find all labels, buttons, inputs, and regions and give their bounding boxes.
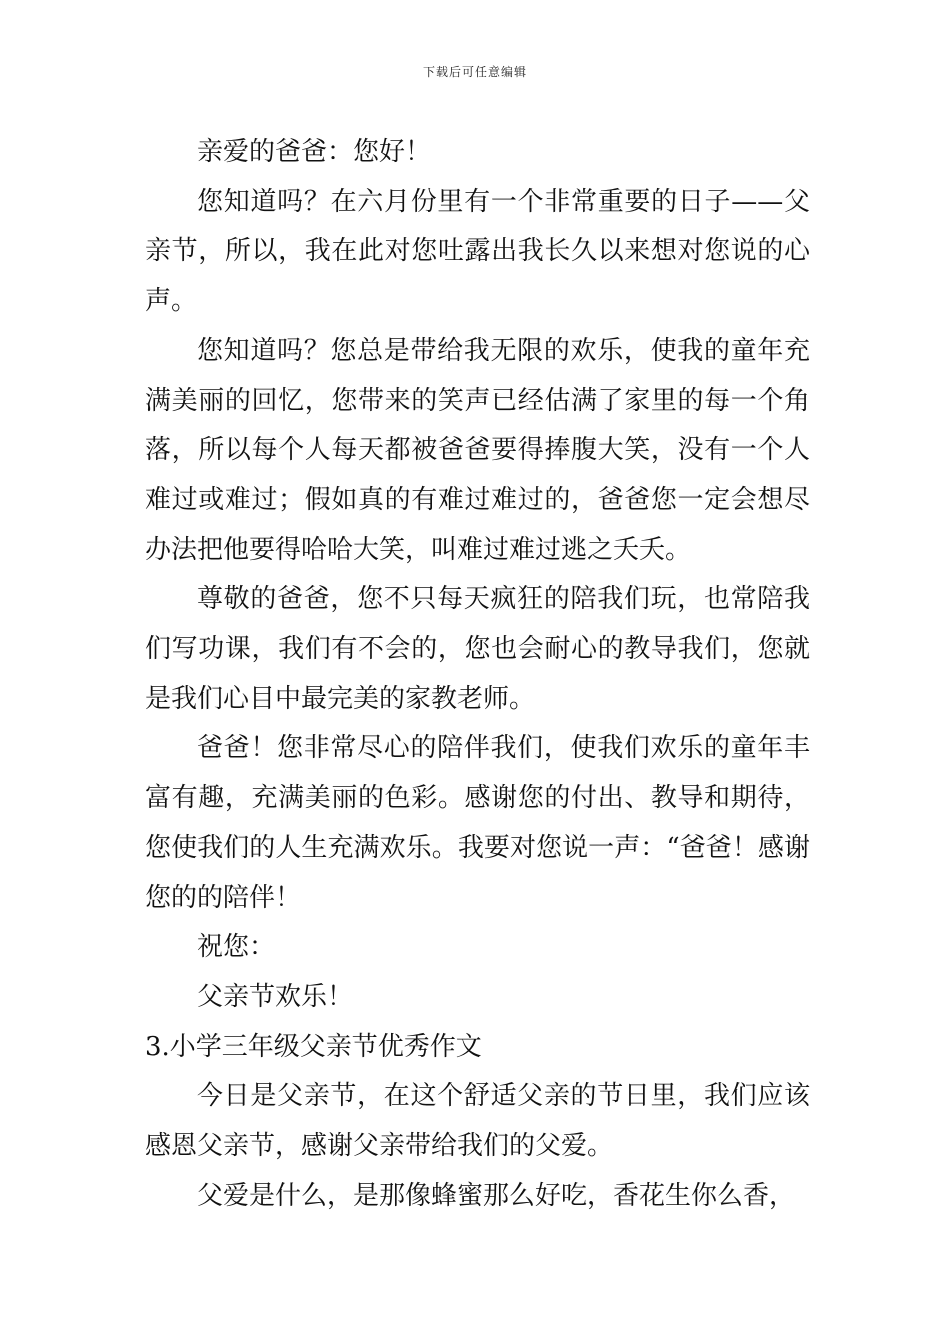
essay-title: 3.小学三年级父亲节优秀作文 xyxy=(145,1031,482,1062)
letter-wish: 父亲节欢乐！ xyxy=(197,981,354,1012)
document-body xyxy=(145,128,810,1221)
letter-closing: 祝您： xyxy=(197,932,276,963)
essay-paragraph-1: 今日是父亲节，在这个舒适父亲的节日里，我们应该感恩父亲节，感谢父亲带给我们的父爱。 xyxy=(145,1081,810,1162)
letter-paragraph-3: 尊敬的爸爸，您不只每天疯狂的陪我们玩，也常陪我们写功课，我们有不会的，您也会耐心的教导我们，您就是我们心目中最完美的家教老师。 xyxy=(145,584,810,714)
page-header-note: 下载后可任意编辑 xyxy=(422,65,527,79)
letter-paragraph-2: 您知道吗？您总是带给我无限的欢乐，使我的童年充满美丽的回忆，您带来的笑声已经估满了家里的每一个角落，所以每个人每天都被爸爸要得捧腹大笑，没有一个人难过或难过；假如真的有难过难过的，爸爸您一定会想尽办法把他要得哈哈大笑，叫难过难过逃之夭夭。 xyxy=(145,335,810,565)
letter-greeting: 亲爱的爸爸：您好！ xyxy=(197,137,432,167)
letter-paragraph-4: 爸爸！您非常尽心的陪伴我们，使我们欢乐的童年丰富有趣，充满美丽的色彩。感谢您的付出、教导和期待，您使我们的人生充满欢乐。我要对您说一声：“爸爸！感谢您的的陪伴！ xyxy=(145,733,810,913)
letter-paragraph-1: 您知道吗？在六月份里有一个非常重要的日子——父亲节，所以，我在此对您吐露出我长久以来想对您说的心声。 xyxy=(145,186,810,317)
essay-paragraph-2: 父爱是什么，是那像蜂蜜那么好吃，香花生你么香， xyxy=(197,1180,796,1211)
